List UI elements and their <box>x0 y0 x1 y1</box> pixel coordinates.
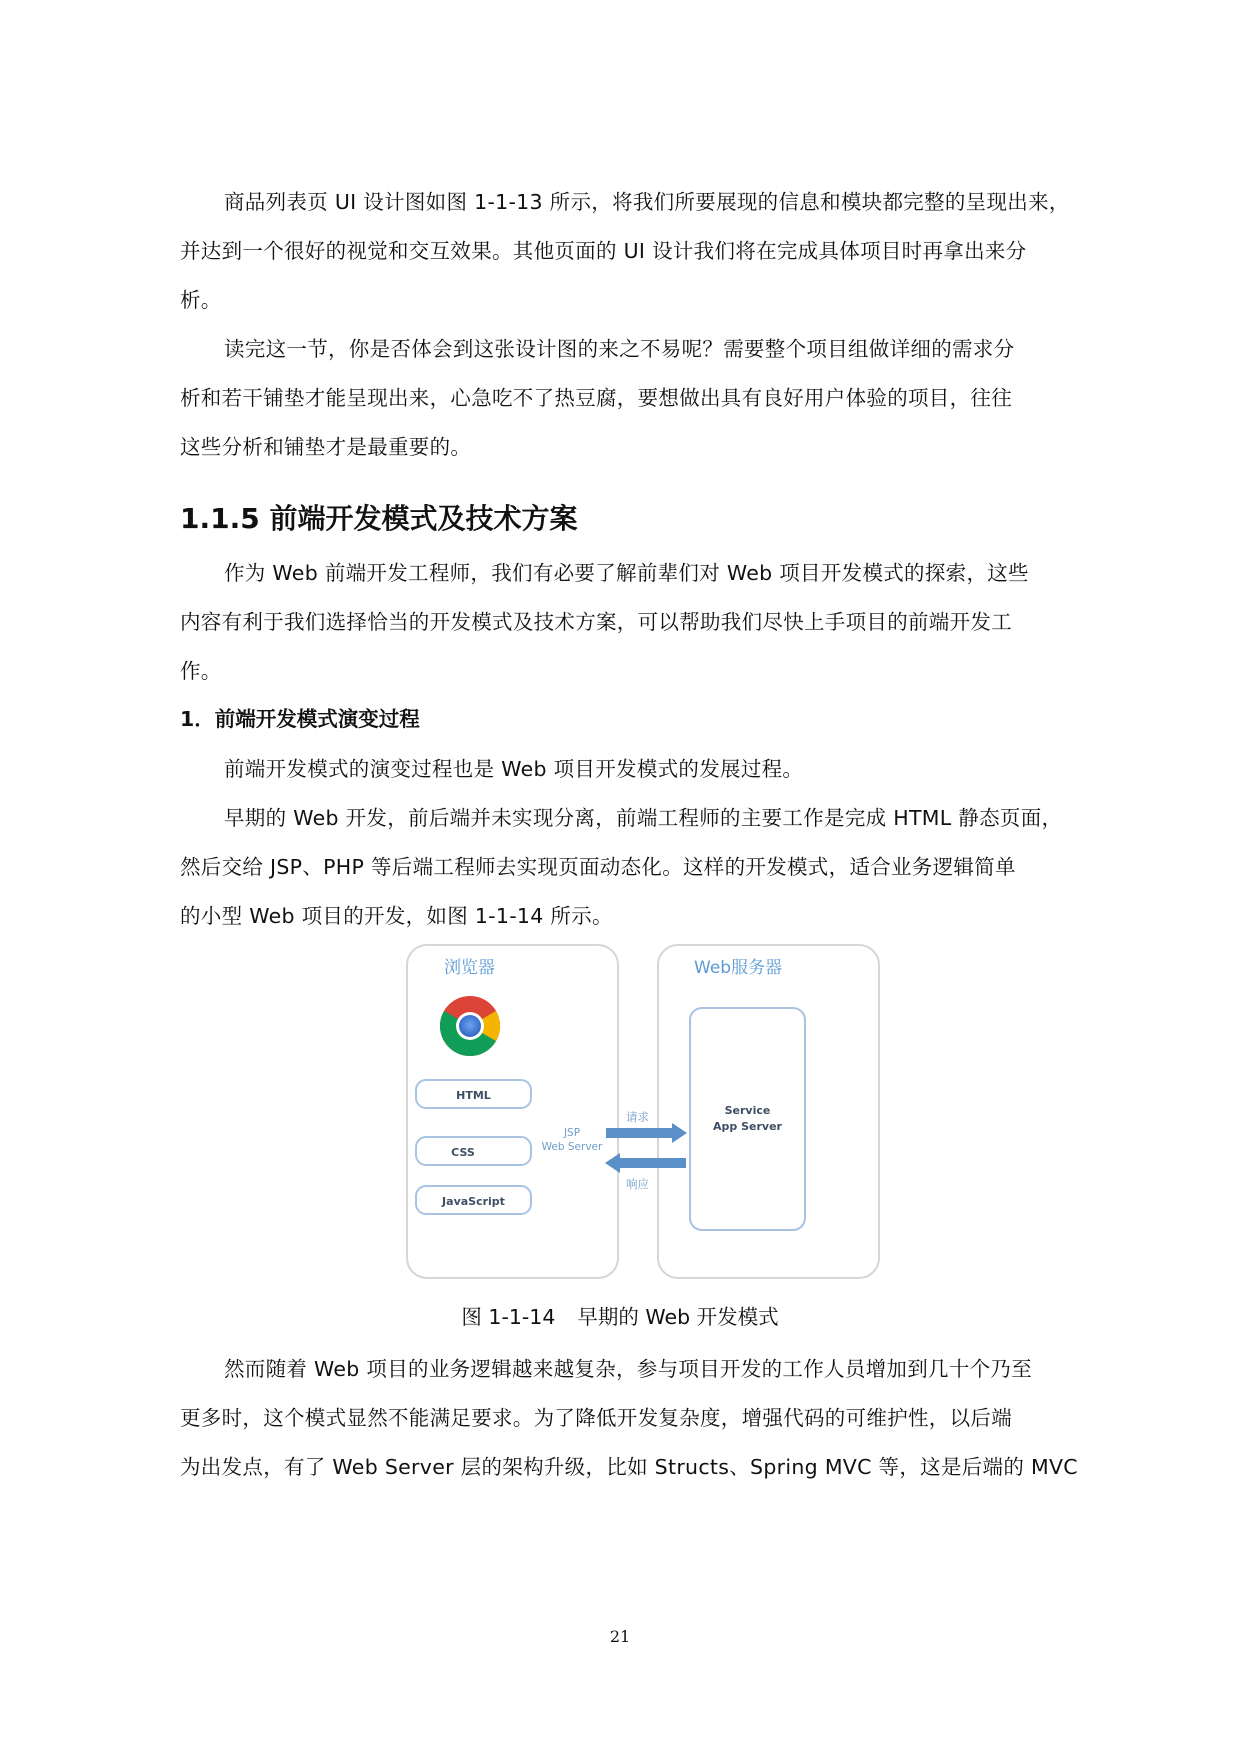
response-label: 响应 <box>626 1177 649 1191</box>
text-line: 内容有利于我们选择恰当的开发模式及技术方案，可以帮助我们尽快上手项目的前端开发工 <box>180 610 1012 634</box>
caption-number: 图 1-1-14 <box>461 1305 556 1329</box>
css-label: CSS <box>451 1146 475 1159</box>
app-server-label: App Server <box>713 1120 782 1133</box>
text-line: 并达到一个很好的视觉和交互效果。其他页面的 UI 设计我们将在完成具体项目时再拿出来分 <box>180 239 1027 263</box>
text-line: 析和若干铺垫才能呈现出来，心急吃不了热豆腐，要想做出具有良好用户体验的项目，往往 <box>180 386 1012 410</box>
browser-panel <box>407 945 618 1278</box>
html-label: HTML <box>456 1089 491 1102</box>
text-line: 这些分析和铺垫才是最重要的。 <box>180 435 472 459</box>
request-label: 请求 <box>626 1110 649 1124</box>
paragraph-reflection <box>180 325 1070 472</box>
text-line: 然而随着 Web 项目的业务逻辑越来越复杂，参与项目开发的工作人员增加到几十个乃至 <box>224 1357 1033 1381</box>
text-line: 读完这一节，你是否体会到这张设计图的来之不易呢？需要整个项目组做详细的需求分 <box>224 337 1015 361</box>
text-line: 前端开发模式的演变过程也是 Web 项目开发模式的发展过程。 <box>224 757 804 781</box>
text-line: 作为 Web 前端开发工程师，我们有必要了解前辈们对 Web 项目开发模式的探索，这些 <box>224 561 1029 585</box>
text-line: 析。 <box>180 288 222 312</box>
section-heading: 1.1.5 前端开发模式及技术方案 <box>180 502 578 535</box>
server-title: Web服务器 <box>694 958 783 978</box>
paragraph-complexity <box>180 1345 1078 1492</box>
service-box <box>690 1008 805 1230</box>
subsection-heading: 1．前端开发模式演变过程 <box>180 707 420 731</box>
chrome-icon <box>440 996 500 1056</box>
caption-text: 早期的 Web 开发模式 <box>577 1305 779 1329</box>
figure-caption <box>0 1300 1240 1330</box>
javascript-label: JavaScript <box>442 1195 505 1208</box>
text-line: 商品列表页 UI 设计图如图 1-1-13 所示，将我们所要展现的信息和模块都完整的呈现出来， <box>224 190 1070 214</box>
browser-title: 浏览器 <box>444 958 495 978</box>
text-line: 作。 <box>180 659 222 683</box>
early-web-architecture-figure <box>404 942 882 1282</box>
text-line: 的小型 Web 项目的开发，如图 1-1-14 所示。 <box>180 904 613 928</box>
text-line: 更多时，这个模式显然不能满足要求。为了降低开发复杂度，增强代码的可维护性，以后端 <box>180 1406 1012 1430</box>
page-number: 21 <box>609 1627 631 1646</box>
text-line: 早期的 Web 开发，前后端并未实现分离，前端工程师的主要工作是完成 HTML 静态页面， <box>224 806 1063 830</box>
paragraph-intro <box>180 549 1070 696</box>
paragraph-early-web <box>180 794 1070 941</box>
text-line: 为出发点，有了 Web Server 层的架构升级，比如 Structs、Spring MVC 等，这是后端的 MVC <box>180 1455 1078 1479</box>
web-server-label: Web Server <box>541 1141 603 1153</box>
jsp-label: JSP <box>563 1127 581 1139</box>
text-line: 然后交给 JSP、PHP 等后端工程师去实现页面动态化。这样的开发模式，适合业务逻辑简单 <box>180 855 1016 879</box>
paragraph-evolution <box>180 745 1070 794</box>
paragraph-ui-design <box>180 178 1070 325</box>
service-label: Service <box>724 1104 771 1117</box>
